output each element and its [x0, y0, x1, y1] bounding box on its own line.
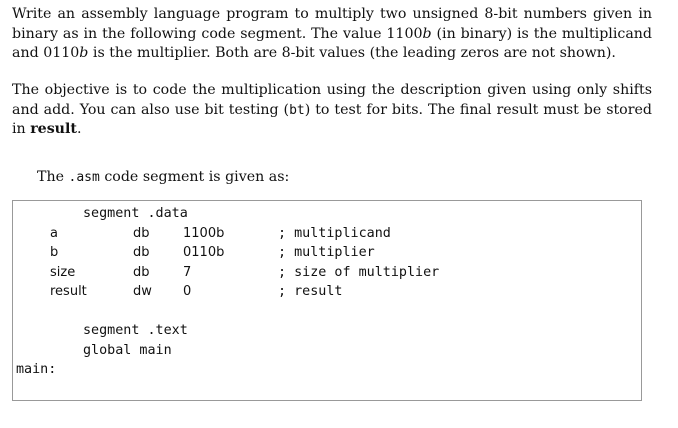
var-size-directive: db — [133, 265, 150, 280]
var-result-comment: ; result — [278, 284, 343, 299]
var-a-value: 1100b — [183, 226, 225, 241]
intro-text-pre: The — [37, 169, 69, 185]
binary-suffix-2: b — [79, 45, 89, 61]
main-label: main: — [16, 362, 57, 377]
binary-suffix-1: b — [422, 25, 432, 42]
paragraph-1-text-3: is the multiplier. Both are 8-bit values (the leading zeros are not shown). — [88, 45, 616, 61]
var-b-value: 0110b — [183, 245, 225, 260]
var-b-directive: db — [133, 245, 150, 260]
var-result-value: 0 — [183, 284, 192, 299]
problem-paragraph-2 — [12, 81, 652, 140]
var-a-name: a — [50, 226, 58, 241]
paragraph-1-text-1: Write an assembly language program to multiply two unsigned 8-bit numbers given in binary as in the following code segment. The value 1100 — [12, 6, 652, 42]
code-segment-box — [12, 200, 642, 401]
problem-paragraph-1 — [12, 5, 652, 64]
paragraph-2-text-2: ) to test for bits. The final result must be stored in — [12, 101, 652, 137]
bt-instruction: bt — [289, 102, 305, 118]
var-b-comment: ; multiplier — [278, 245, 375, 260]
var-result-name: result — [50, 284, 87, 299]
var-size-name: size — [50, 265, 76, 280]
intro-text-post: code segment is given as: — [99, 169, 290, 185]
result-variable-name: result — [30, 121, 77, 137]
var-size-value: 7 — [183, 265, 192, 280]
var-a-comment: ; multiplicand — [278, 226, 391, 241]
paragraph-2-text-1: The objective is to code the multiplication using the description given using only shifts and add. You can also use bit testing ( — [12, 82, 652, 118]
var-result-directive: dw — [133, 284, 152, 299]
paragraph-2-text-3: . — [76, 121, 82, 137]
var-a-directive: db — [133, 226, 150, 241]
global-main-line: global main — [83, 343, 172, 358]
segment-data-line: segment .data — [83, 206, 188, 221]
code-intro-line — [37, 168, 289, 187]
var-size-comment: ; size of multiplier — [278, 265, 440, 280]
var-b-name: b — [50, 245, 59, 260]
asm-extension: .asm — [68, 170, 100, 185]
paragraph-1-text-2: (in binary) is the multiplicand and 0110 — [12, 25, 652, 61]
segment-text-line: segment .text — [83, 323, 188, 338]
